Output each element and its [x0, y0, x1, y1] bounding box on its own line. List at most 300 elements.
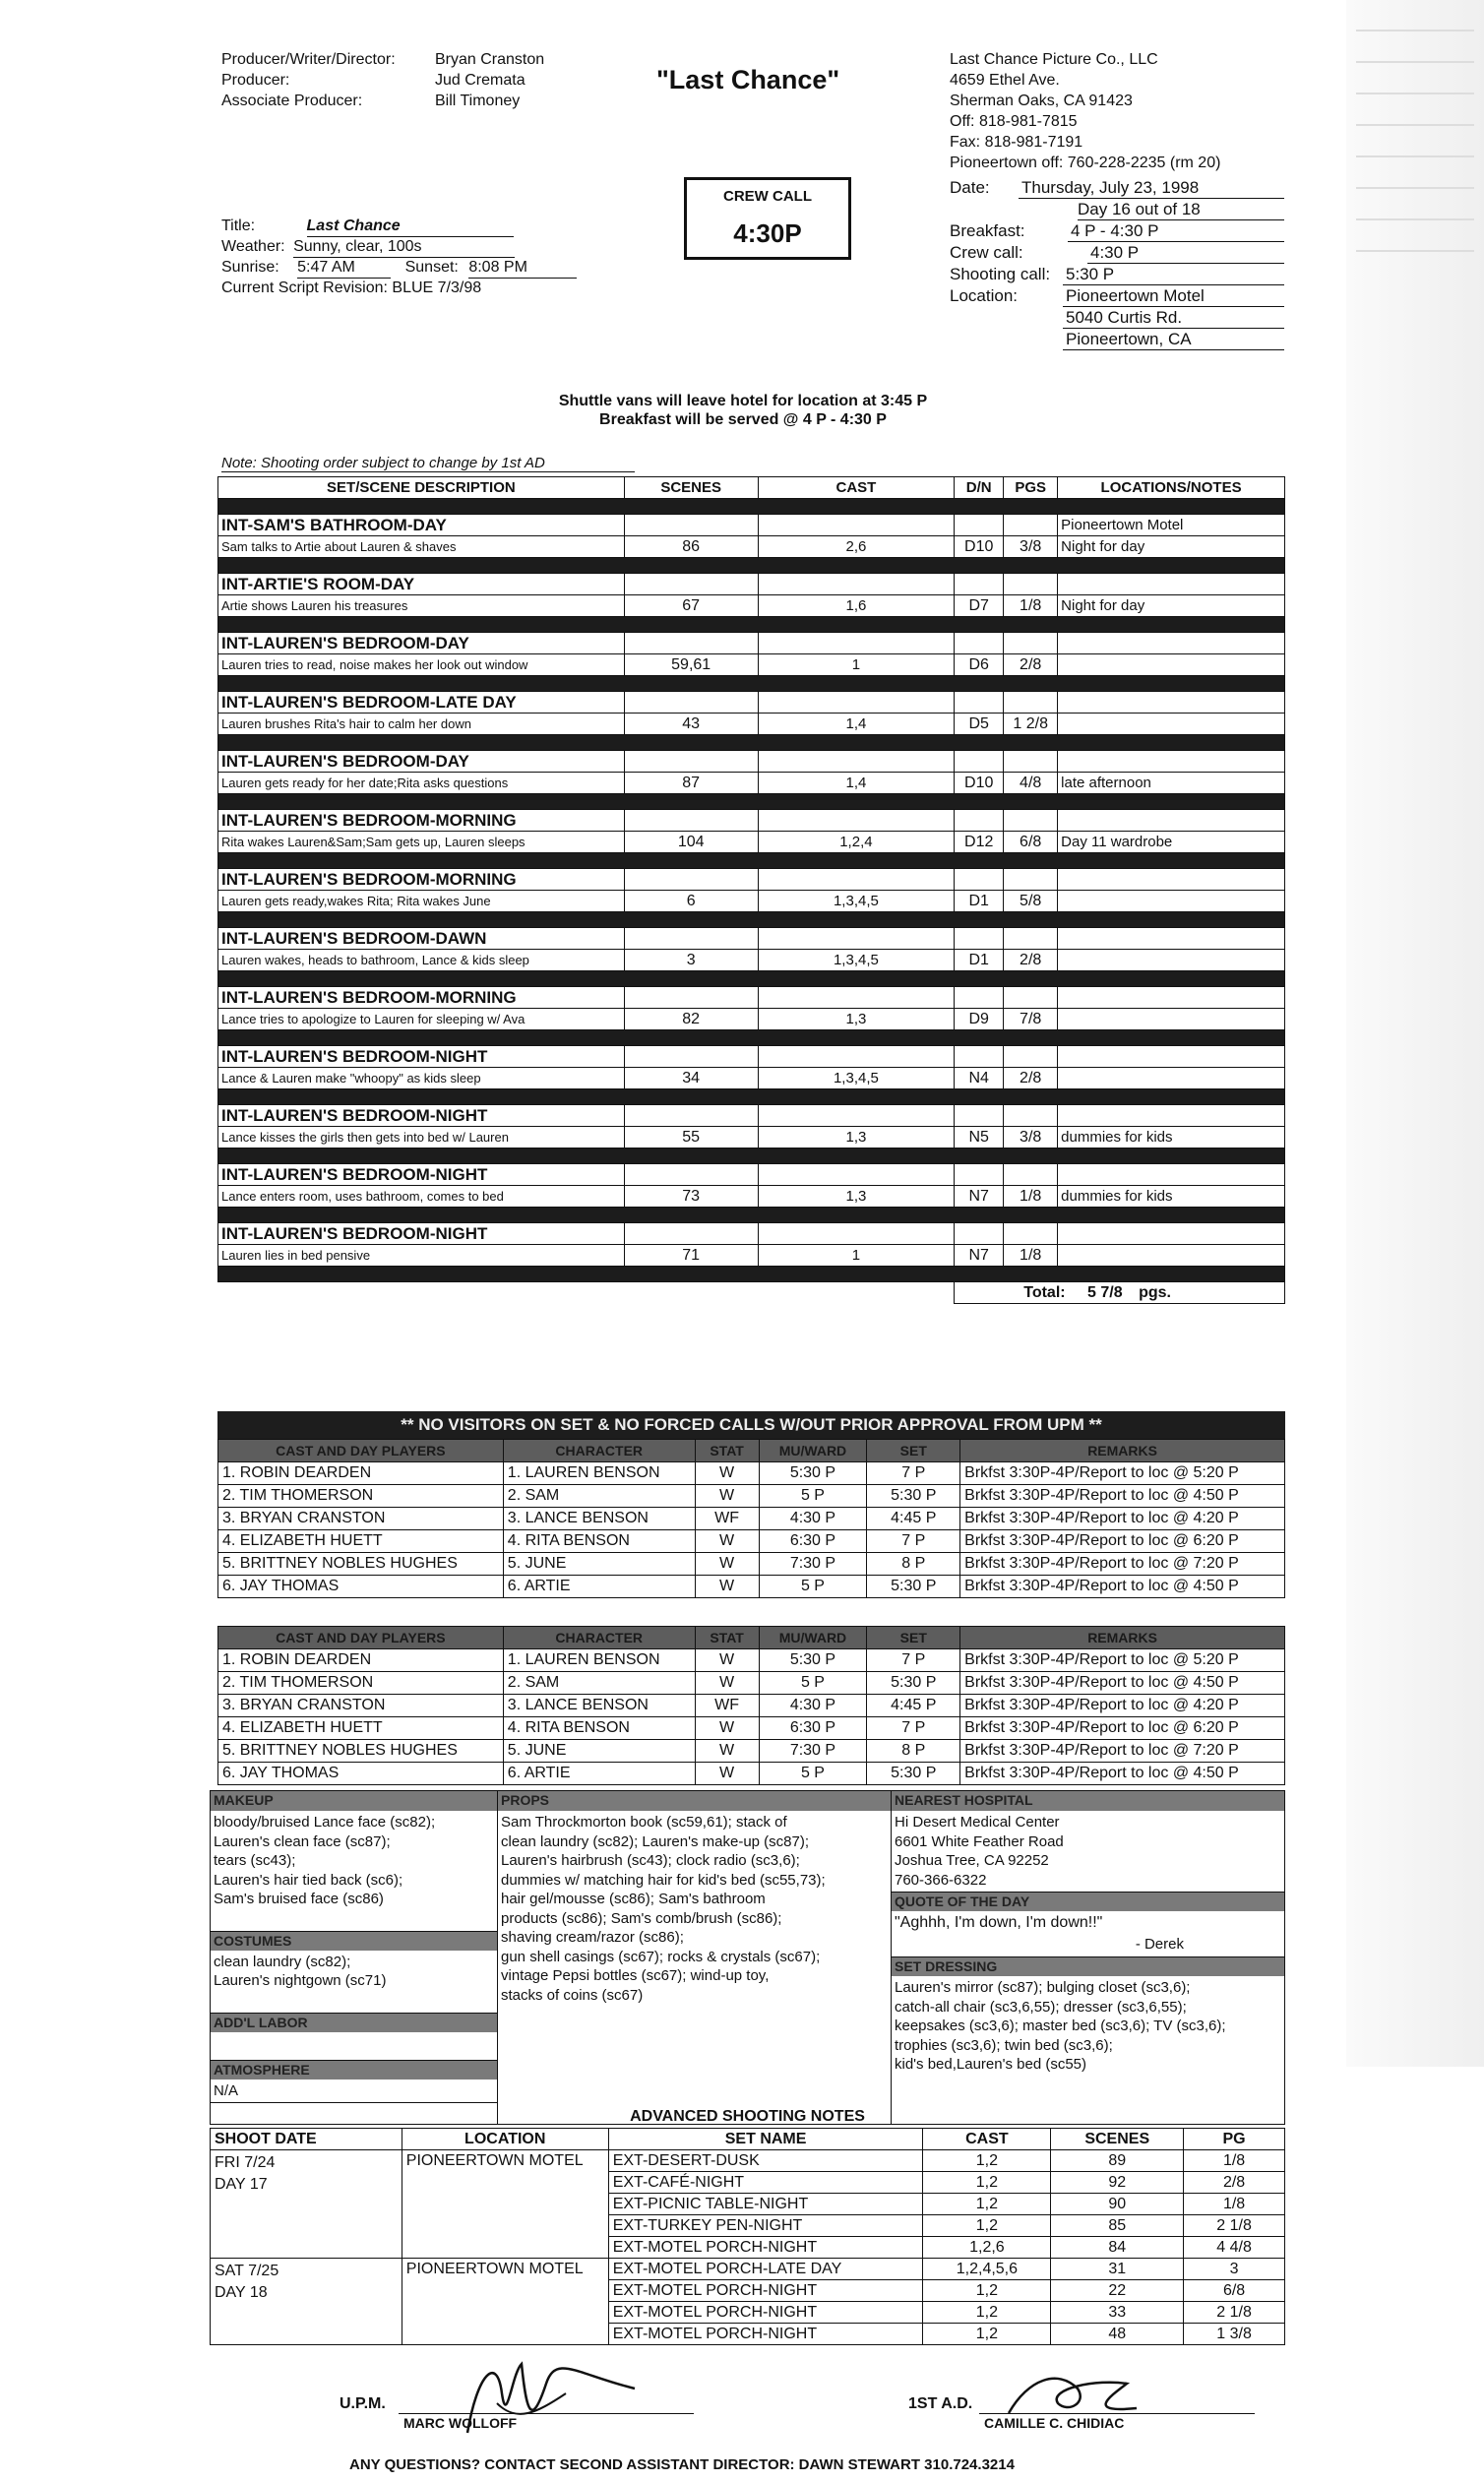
cast-character: 4. RITA BENSON [503, 1717, 695, 1740]
cast-character: 5. JUNE [503, 1553, 695, 1576]
cast-status: W [695, 1672, 759, 1695]
props-line: clean laundry (sc82); Lauren's make-up (sc87); [501, 1832, 810, 1850]
cast-set-time: 4:45 P [867, 1508, 960, 1530]
scene-number: 71 [624, 1245, 758, 1267]
scene-row [218, 536, 1285, 558]
set-name: INT-LAUREN'S BEDROOM-NIGHT [218, 1105, 625, 1127]
cast-status: W [695, 1462, 759, 1485]
adv-cast: 1,2 [923, 2194, 1051, 2215]
production-credits-labels [221, 49, 396, 111]
set-dressing-label: SET DRESSING [892, 1956, 1284, 1976]
cast-character: 1. LAUREN BENSON [503, 1462, 695, 1485]
adv-set-name: EXT-CAFÉ-NIGHT [608, 2172, 923, 2194]
scene-dn: D1 [955, 891, 1004, 912]
set-heading-row [218, 987, 1285, 1009]
scene-location-note: Night for day [1058, 595, 1285, 617]
scene-pages: 3/8 [1004, 536, 1058, 558]
adv-set-name: EXT-PICNIC TABLE-NIGHT [608, 2194, 923, 2215]
scene-location-note [1058, 1009, 1285, 1030]
scene-cast: 1,3,4,5 [758, 1068, 955, 1089]
scene-cast: 1 [758, 654, 955, 676]
cast-status: W [695, 1553, 759, 1576]
makeup-line: Sam's bruised face (sc86) [214, 1891, 384, 1907]
cast-remarks: Brkfst 3:30P-4P/Report to loc @ 4:20 P [960, 1695, 1285, 1717]
scene-number: 43 [624, 714, 758, 735]
cast-col-header: CHARACTER [503, 1440, 695, 1462]
credit-name: Bill Timoney [435, 93, 521, 109]
adv-pages: 3 [1184, 2259, 1285, 2280]
scene-number: 73 [624, 1186, 758, 1208]
col-header: SCENES [624, 477, 758, 499]
scene-number: 6 [624, 891, 758, 912]
adv-cast: 1,2 [923, 2280, 1051, 2302]
scene-pages: 5/8 [1004, 891, 1058, 912]
cast-actor: 4. ELIZABETH HUETT [218, 1717, 504, 1740]
advanced-notes-title: ADVANCED SHOOTING NOTES [630, 2108, 865, 2125]
revision-value: BLUE 7/3/98 [392, 279, 482, 296]
scene-pages: 2/8 [1004, 1068, 1058, 1089]
hospital-line: Hi Desert Medical Center [895, 1814, 1060, 1831]
scene-cast: 1,3 [758, 1127, 955, 1148]
title-value: Last Chance [307, 217, 514, 237]
company-line: Last Chance Picture Co., LLC [950, 51, 1158, 68]
makeup-line: Lauren's hair tied back (sc6); [214, 1871, 403, 1889]
location-note-top [1058, 810, 1285, 832]
adv-pages: 6/8 [1184, 2280, 1285, 2302]
makeup-line: bloody/bruised Lance face (sc82); [214, 1814, 436, 1831]
schedule-header-row [218, 477, 1285, 499]
cast-row [218, 1485, 1285, 1508]
scene-description: Lance tries to apologize to Lauren for sleeping w/ Ava [218, 1009, 625, 1030]
scene-dn: D5 [955, 714, 1004, 735]
production-credits-names [435, 49, 544, 111]
scene-number: 87 [624, 773, 758, 794]
cast-row [218, 1649, 1285, 1672]
cast-remarks: Brkfst 3:30P-4P/Report to loc @ 5:20 P [960, 1462, 1285, 1485]
hospital-line: 6601 White Feather Road [895, 1832, 1064, 1850]
set-heading-row [218, 928, 1285, 950]
cast-col-header: CAST AND DAY PLAYERS [218, 1440, 504, 1462]
cast-col-header: CAST AND DAY PLAYERS [218, 1627, 504, 1649]
cast-actor: 2. TIM THOMERSON [218, 1485, 504, 1508]
weather-value: Sunny, clear, 100s [293, 237, 515, 258]
location-note-top [1058, 692, 1285, 714]
cast-muward: 5:30 P [759, 1462, 867, 1485]
scene-cast: 1 [758, 1245, 955, 1267]
set-name: INT-LAUREN'S BEDROOM-LATE DAY [218, 692, 625, 714]
cast-remarks: Brkfst 3:30P-4P/Report to loc @ 7:20 P [960, 1553, 1285, 1576]
advanced-row [211, 2150, 1285, 2172]
call-sheet [202, 22, 1284, 2472]
location-note-top [1058, 633, 1285, 654]
cast-table-1 [217, 1439, 1285, 1598]
cast-actor: 6. JAY THOMAS [218, 1576, 504, 1598]
scene-description: Lauren brushes Rita's hair to calm her down [218, 714, 625, 735]
scene-dn: N5 [955, 1127, 1004, 1148]
scene-number: 55 [624, 1127, 758, 1148]
cast-character: 3. LANCE BENSON [503, 1508, 695, 1530]
scene-cast: 1,6 [758, 595, 955, 617]
adv-scenes: 90 [1051, 2194, 1184, 2215]
set-name: INT-LAUREN'S BEDROOM-NIGHT [218, 1223, 625, 1245]
shooting-label: Shooting call: [950, 265, 1051, 283]
cast-row [218, 1763, 1285, 1785]
atmosphere-value: N/A [211, 2080, 497, 2104]
set-name: INT-LAUREN'S BEDROOM-DAWN [218, 928, 625, 950]
adv-scenes: 33 [1051, 2302, 1184, 2324]
scene-row [218, 595, 1285, 617]
cast-character: 2. SAM [503, 1672, 695, 1695]
props-label: PROPS [498, 1791, 891, 1811]
set-heading-row [218, 515, 1285, 536]
set-heading-row [218, 1105, 1285, 1127]
cast-character: 6. ARTIE [503, 1576, 695, 1598]
adv-pages: 2 1/8 [1184, 2302, 1285, 2324]
scene-cast: 1,3 [758, 1009, 955, 1030]
scene-location-note: Day 11 wardrobe [1058, 832, 1285, 853]
cast-row [218, 1672, 1285, 1695]
credit-label: Producer: [221, 72, 290, 89]
cast-set-time: 7 P [867, 1530, 960, 1553]
location-note-top [1058, 1223, 1285, 1245]
scene-pages: 3/8 [1004, 1127, 1058, 1148]
cast-row [218, 1740, 1285, 1763]
adv-col-header: PG [1184, 2129, 1285, 2150]
adv-pages: 1/8 [1184, 2194, 1285, 2215]
props-line: Lauren's hairbrush (sc43); clock radio (sc3,6); [501, 1852, 800, 1869]
shoot-day: DAY 17 [215, 2176, 268, 2193]
adv-scenes: 85 [1051, 2215, 1184, 2237]
scene-pages: 1/8 [1004, 1245, 1058, 1267]
scene-dn: N7 [955, 1245, 1004, 1267]
addl-labor-label: ADD'L LABOR [211, 2013, 497, 2032]
cast-muward: 7:30 P [759, 1740, 867, 1763]
scene-description: Lauren gets ready for her date;Rita asks questions [218, 773, 625, 794]
adv-cast: 1,2,6 [923, 2237, 1051, 2259]
set-heading-row [218, 633, 1285, 654]
scene-pages: 7/8 [1004, 1009, 1058, 1030]
scene-dn: D9 [955, 1009, 1004, 1030]
scene-cast: 1,3,4,5 [758, 891, 955, 912]
credit-label: Associate Producer: [221, 93, 363, 109]
bleed-through-background [1346, 0, 1484, 2067]
scene-description: Lance enters room, uses bathroom, comes to bed [218, 1186, 625, 1208]
cast-muward: 5 P [759, 1485, 867, 1508]
scene-pages: 2/8 [1004, 950, 1058, 971]
scene-description: Lance kisses the girls then gets into bed w/ Lauren [218, 1127, 625, 1148]
dressing-line: kid's bed,Lauren's bed (sc55) [895, 2056, 1087, 2073]
departments-section [210, 1790, 1285, 2125]
set-name: INT-SAM'S BATHROOM-DAY [218, 515, 625, 536]
cast-remarks: Brkfst 3:30P-4P/Report to loc @ 4:50 P [960, 1672, 1285, 1695]
cast-character: 5. JUNE [503, 1740, 695, 1763]
credit-label: Producer/Writer/Director: [221, 51, 396, 68]
company-info [950, 49, 1220, 173]
scene-description: Rita wakes Lauren&Sam;Sam gets up, Lauren sleeps [218, 832, 625, 853]
dressing-line: catch-all chair (sc3,6,55); dresser (sc3,6,55); [895, 1998, 1187, 2016]
crewcall-value: 4:30 P [1087, 242, 1284, 264]
scene-dn: D1 [955, 950, 1004, 971]
cast-row [218, 1695, 1285, 1717]
scene-row [218, 654, 1285, 676]
contact-footer: ANY QUESTIONS? CONTACT SECOND ASSISTANT DIRECTOR: DAWN STEWART 310.724.3214 [349, 2456, 1015, 2473]
breakfast-value: 4 P - 4:30 P [1068, 220, 1284, 242]
cast-col-header: CHARACTER [503, 1627, 695, 1649]
cast-row [218, 1576, 1285, 1598]
location-note-top [1058, 751, 1285, 773]
adv-set-name: EXT-DESERT-DUSK [608, 2150, 923, 2172]
cast-set-time: 5:30 P [867, 1576, 960, 1598]
cast-actor: 4. ELIZABETH HUETT [218, 1530, 504, 1553]
advanced-notes-table [210, 2128, 1285, 2345]
scene-row [218, 1245, 1285, 1267]
revision-label: Current Script Revision: [221, 279, 388, 296]
total-label: Total: [1023, 1283, 1066, 1301]
cast-remarks: Brkfst 3:30P-4P/Report to loc @ 4:50 P [960, 1576, 1285, 1598]
cast-status: W [695, 1530, 759, 1553]
cast-row [218, 1462, 1285, 1485]
set-heading-row [218, 869, 1285, 891]
adv-cast: 1,2 [923, 2324, 1051, 2345]
adv-col-header: SET NAME [608, 2129, 923, 2150]
scene-dn: N4 [955, 1068, 1004, 1089]
cast-row [218, 1508, 1285, 1530]
adv-scenes: 48 [1051, 2324, 1184, 2345]
adv-scenes: 84 [1051, 2237, 1184, 2259]
scene-location-note [1058, 1245, 1285, 1267]
set-heading-row [218, 1046, 1285, 1068]
scene-number: 82 [624, 1009, 758, 1030]
adv-set-name: EXT-MOTEL PORCH-LATE DAY [608, 2259, 923, 2280]
scene-pages: 1/8 [1004, 595, 1058, 617]
scene-number: 3 [624, 950, 758, 971]
scene-cast: 1,4 [758, 714, 955, 735]
cast-col-header: MU/WARD [759, 1627, 867, 1649]
scene-dn: D12 [955, 832, 1004, 853]
scene-pages: 6/8 [1004, 832, 1058, 853]
adv-col-header: CAST [923, 2129, 1051, 2150]
adv-set-name: EXT-MOTEL PORCH-NIGHT [608, 2302, 923, 2324]
cast-header-row [218, 1627, 1285, 1649]
scene-description: Lauren gets ready,wakes Rita; Rita wakes June [218, 891, 625, 912]
props-line: gun shell casings (sc67); rocks & crystals (sc67); [501, 1948, 821, 1965]
right-column [892, 1791, 1284, 2124]
scene-location-note: dummies for kids [1058, 1186, 1285, 1208]
adv-set-name: EXT-MOTEL PORCH-NIGHT [608, 2324, 923, 2345]
shoot-date: FRI 7/24 [215, 2154, 276, 2171]
scene-location-note [1058, 950, 1285, 971]
scene-pages: 1/8 [1004, 1186, 1058, 1208]
advanced-row [211, 2259, 1285, 2280]
adv-col-header: LOCATION [402, 2129, 608, 2150]
total-value: 5 7/8 [1087, 1283, 1123, 1301]
cast-muward: 5:30 P [759, 1649, 867, 1672]
cast-status: W [695, 1740, 759, 1763]
cast-col-header: REMARKS [960, 1440, 1285, 1462]
cast-character: 1. LAUREN BENSON [503, 1649, 695, 1672]
set-heading-row [218, 1223, 1285, 1245]
scene-row [218, 714, 1285, 735]
cast-muward: 5 P [759, 1672, 867, 1695]
shuttle-note [202, 392, 1284, 429]
props-column [498, 1791, 892, 2124]
sunrise-value: 5:47 AM [297, 258, 391, 279]
location-note-top [1058, 987, 1285, 1009]
set-heading-row [218, 1164, 1285, 1186]
title-label: Title: [221, 217, 256, 234]
cast-status: WF [695, 1508, 759, 1530]
cast-muward: 5 P [759, 1576, 867, 1598]
quote-author: - Derek [1135, 1935, 1184, 1953]
scene-number: 86 [624, 536, 758, 558]
cast-col-header: STAT [695, 1627, 759, 1649]
cast-actor: 2. TIM THOMERSON [218, 1672, 504, 1695]
cast-muward: 4:30 P [759, 1508, 867, 1530]
scene-description: Sam talks to Artie about Lauren & shaves [218, 536, 625, 558]
col-header: PGS [1004, 477, 1058, 499]
sunset-label: Sunset: [404, 259, 459, 276]
set-heading-row [218, 751, 1285, 773]
cast-col-header: STAT [695, 1440, 759, 1462]
location-line: 5040 Curtis Rd. [1063, 307, 1284, 329]
adv-scenes: 89 [1051, 2150, 1184, 2172]
hospital-info [892, 1811, 1284, 1892]
company-line: Off: 818-981-7815 [950, 113, 1078, 130]
cast-character: 3. LANCE BENSON [503, 1695, 695, 1717]
cast-actor: 3. BRYAN CRANSTON [218, 1508, 504, 1530]
cast-set-time: 5:30 P [867, 1763, 960, 1785]
makeup-line: tears (sc43); [214, 1852, 296, 1869]
advanced-header-row [211, 2129, 1285, 2150]
set-name: INT-LAUREN'S BEDROOM-NIGHT [218, 1164, 625, 1186]
location-note-top [1058, 869, 1285, 891]
location-note-top [1058, 1164, 1285, 1186]
date-value: Thursday, July 23, 1998 [1019, 177, 1284, 199]
shoot-date-cell [211, 2150, 402, 2259]
credit-name: Jud Cremata [435, 72, 526, 89]
crew-call-time: 4:30P [733, 218, 802, 248]
scene-row [218, 891, 1285, 912]
breakfast-label: Breakfast: [950, 221, 1025, 240]
cast-set-time: 5:30 P [867, 1485, 960, 1508]
hospital-line: Joshua Tree, CA 92252 [895, 1852, 1049, 1869]
props-line: hair gel/mousse (sc86); Sam's bathroom [501, 1891, 766, 1907]
costumes-label: COSTUMES [211, 1931, 497, 1951]
location-note-top [1058, 574, 1285, 595]
adv-set-name: EXT-MOTEL PORCH-NIGHT [608, 2280, 923, 2302]
cast-actor: 3. BRYAN CRANSTON [218, 1695, 504, 1717]
scene-row [218, 1127, 1285, 1148]
cast-header-row [218, 1440, 1285, 1462]
scene-description: Artie shows Lauren his treasures [218, 595, 625, 617]
cast-set-time: 8 P [867, 1740, 960, 1763]
scene-cast: 1,2,4 [758, 832, 955, 853]
makeup-label: MAKEUP [211, 1791, 497, 1811]
date-label: Date: [950, 178, 990, 197]
shooting-value: 5:30 P [1063, 264, 1284, 285]
cast-actor: 5. BRITTNEY NOBLES HUGHES [218, 1553, 504, 1576]
cast-set-time: 7 P [867, 1717, 960, 1740]
shoot-location: PIONEERTOWN MOTEL [402, 2259, 608, 2345]
cast-muward: 5 P [759, 1763, 867, 1785]
cast-row [218, 1553, 1285, 1576]
cast-set-time: 7 P [867, 1462, 960, 1485]
col-header: D/N [955, 477, 1004, 499]
adv-pages: 1 3/8 [1184, 2324, 1285, 2345]
adv-pages: 1/8 [1184, 2150, 1285, 2172]
hospital-line: 760-366-6322 [895, 1871, 987, 1889]
scene-location-note: Night for day [1058, 536, 1285, 558]
cast-col-header: MU/WARD [759, 1440, 867, 1462]
adv-cast: 1,2 [923, 2215, 1051, 2237]
shuttle-line: Shuttle vans will leave hotel for location at 3:45 P [558, 393, 928, 409]
date-block [950, 177, 1284, 350]
crew-call-label: CREW CALL [723, 188, 812, 205]
cast-set-time: 5:30 P [867, 1672, 960, 1695]
cast-status: W [695, 1717, 759, 1740]
cast-table-2 [217, 1626, 1285, 1785]
atmosphere-label: ATMOSPHERE [211, 2060, 497, 2080]
scene-dn: N7 [955, 1186, 1004, 1208]
shooting-order-note: Note: Shooting order subject to change by 1st AD [221, 455, 635, 472]
no-visitors-banner: ** NO VISITORS ON SET & NO FORCED CALLS W/OUT PRIOR APPROVAL FROM UPM ** [217, 1411, 1285, 1439]
adv-cast: 1,2 [923, 2302, 1051, 2324]
company-line: Fax: 818-981-7191 [950, 134, 1083, 151]
company-line: Sherman Oaks, CA 91423 [950, 93, 1133, 109]
scene-row [218, 832, 1285, 853]
cast-muward: 6:30 P [759, 1530, 867, 1553]
total-unit: pgs. [1139, 1283, 1171, 1301]
cast-character: 4. RITA BENSON [503, 1530, 695, 1553]
scene-dn: D10 [955, 773, 1004, 794]
adv-col-header: SCENES [1051, 2129, 1184, 2150]
costume-line: clean laundry (sc82); [214, 1953, 351, 1970]
cast-remarks: Brkfst 3:30P-4P/Report to loc @ 6:20 P [960, 1530, 1285, 1553]
scene-number: 67 [624, 595, 758, 617]
scene-pages: 4/8 [1004, 773, 1058, 794]
scene-location-note: late afternoon [1058, 773, 1285, 794]
scene-description: Lauren wakes, heads to bathroom, Lance & kids sleep [218, 950, 625, 971]
shoot-day: DAY 18 [215, 2284, 268, 2301]
sunset-value: 8:08 PM [468, 258, 577, 279]
scene-row [218, 950, 1285, 971]
adv-set-name: EXT-MOTEL PORCH-NIGHT [608, 2237, 923, 2259]
scene-location-note [1058, 714, 1285, 735]
shoot-location: PIONEERTOWN MOTEL [402, 2150, 608, 2259]
cast-character: 6. ARTIE [503, 1763, 695, 1785]
dressing-line: keepsakes (sc3,6); master bed (sc3,6); TV (sc3,6); [895, 2017, 1226, 2034]
schedule-table [217, 476, 1285, 1304]
adv-scenes: 22 [1051, 2280, 1184, 2302]
ad-label: 1ST A.D. [908, 2395, 973, 2412]
adv-cast: 1,2,4,5,6 [923, 2259, 1051, 2280]
costume-line: Lauren's nightgown (sc71) [214, 1972, 387, 1989]
shuttle-line: Breakfast will be served @ 4 P - 4:30 P [599, 411, 887, 428]
company-line: Pioneertown off: 760-228-2235 (rm 20) [950, 155, 1221, 171]
scene-dn: D7 [955, 595, 1004, 617]
cast-muward: 7:30 P [759, 1553, 867, 1576]
location-note-top [1058, 928, 1285, 950]
scene-location-note [1058, 1068, 1285, 1089]
cast-set-time: 4:45 P [867, 1695, 960, 1717]
weather-label: Weather: [221, 238, 285, 255]
set-name: INT-LAUREN'S BEDROOM-MORNING [218, 810, 625, 832]
cast-actor: 6. JAY THOMAS [218, 1763, 504, 1785]
set-name: INT-LAUREN'S BEDROOM-NIGHT [218, 1046, 625, 1068]
cast-remarks: Brkfst 3:30P-4P/Report to loc @ 4:50 P [960, 1485, 1285, 1508]
upm-name: MARC WOLLOFF [403, 2415, 518, 2431]
scene-number: 59,61 [624, 654, 758, 676]
